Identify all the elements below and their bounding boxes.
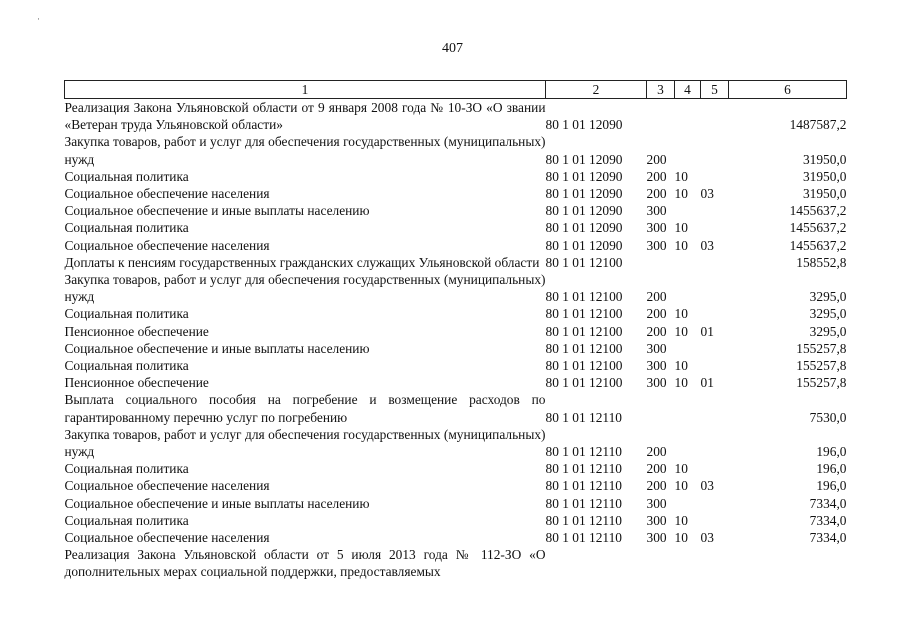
row-amount: 1487587,2 — [789, 117, 847, 133]
table-row — [65, 254, 847, 271]
row-vr: 200 — [646, 323, 667, 339]
row-name: Доплаты к пенсиям государственных гражданских служащих Ульяновской области — [64, 254, 540, 270]
row-vr — [647, 391, 675, 425]
row-amount: 196,0 — [816, 461, 847, 477]
row-pr — [701, 219, 729, 236]
table-row — [65, 495, 847, 512]
row-vr: 300 — [646, 512, 667, 528]
header-col-amount: 6 — [729, 81, 847, 99]
row-code: 80 1 01 12110 — [545, 530, 622, 546]
row-amount: 196,0 — [816, 444, 847, 460]
row-amount: 158552,8 — [796, 254, 847, 270]
row-name: Социальная политика — [64, 358, 189, 374]
table-row — [65, 546, 847, 580]
row-pr: 03 — [700, 478, 714, 494]
row-pr: 03 — [700, 186, 714, 202]
row-name: Социальное обеспечение и иные выплаты населению — [64, 340, 370, 356]
row-name: Социальная политика — [64, 220, 189, 236]
row-name: Закупка товаров, работ и услуг для обеспечения государственных (муниципальных) нужд — [64, 426, 546, 460]
row-name: Социальная политика — [64, 168, 189, 184]
row-rz: 10 — [674, 168, 688, 184]
table-row — [65, 340, 847, 357]
corner-mark: · — [37, 14, 40, 24]
row-rz: 10 — [674, 323, 688, 339]
row-code: 80 1 01 12090 — [545, 203, 623, 219]
row-rz — [675, 99, 701, 134]
row-name: Реализация Закона Ульяновской области от 9 января 2008 года № 10-ЗО «О звании «Ветеран труда Ульяновской области» — [64, 100, 546, 133]
row-pr: 01 — [700, 375, 714, 391]
row-code: 80 1 01 12100 — [545, 375, 623, 391]
row-amount: 31950,0 — [802, 168, 847, 184]
row-code: 80 1 01 12100 — [545, 306, 623, 322]
row-code: 80 1 01 12100 — [545, 289, 623, 305]
row-rz: 10 — [674, 358, 688, 374]
row-code: 80 1 01 12100 — [545, 323, 623, 339]
table-row — [65, 512, 847, 529]
row-rz: 10 — [674, 186, 688, 202]
row-rz — [675, 495, 701, 512]
row-rz: 10 — [674, 306, 688, 322]
header-col-pr: 5 — [701, 81, 729, 99]
row-vr: 300 — [646, 203, 667, 219]
row-vr: 200 — [646, 289, 667, 305]
row-amount: 1455637,2 — [789, 203, 847, 219]
row-rz — [675, 546, 701, 580]
row-code: 80 1 01 12110 — [545, 512, 622, 528]
row-code: 80 1 01 12090 — [545, 117, 623, 133]
row-amount: 155257,8 — [796, 375, 847, 391]
row-name: Закупка товаров, работ и услуг для обеспечения государственных (муниципальных) нужд — [64, 272, 546, 305]
row-vr: 200 — [646, 151, 667, 167]
row-rz — [675, 426, 701, 460]
row-pr — [701, 546, 729, 580]
row-rz — [675, 202, 701, 219]
row-amount — [729, 546, 847, 580]
table-row — [65, 168, 847, 185]
row-name: Социальное обеспечение населения — [64, 237, 270, 253]
header-col-name: 1 — [65, 81, 546, 99]
row-code: 80 1 01 12110 — [545, 478, 622, 494]
row-rz: 10 — [674, 461, 688, 477]
row-code: 80 1 01 12110 — [545, 409, 622, 425]
header-row — [65, 81, 847, 99]
row-name: Выплата социального пособия на погребение и возмещение расходов по гарантированному перечню услуг по погребению — [64, 392, 546, 425]
row-rz — [675, 391, 701, 425]
row-amount: 31950,0 — [802, 151, 847, 167]
row-amount: 7334,0 — [809, 495, 847, 511]
row-pr: 03 — [700, 237, 714, 253]
row-pr: 01 — [700, 323, 714, 339]
table-row — [65, 305, 847, 322]
row-name: Реализация Закона Ульяновской области от 5 июля 2013 года № 112-ЗО «О дополнительных мерах социальной поддержки, предоставляемых — [64, 547, 546, 580]
table-body — [65, 99, 847, 581]
row-name: Социальная политика — [64, 512, 189, 528]
row-code: 80 1 01 12110 — [545, 461, 622, 477]
row-vr: 300 — [646, 495, 667, 511]
row-name: Социальная политика — [64, 306, 189, 322]
row-rz: 10 — [674, 512, 688, 528]
table-row — [65, 460, 847, 477]
row-vr: 200 — [646, 168, 667, 184]
row-vr: 200 — [646, 444, 667, 460]
header-col-rz: 4 — [675, 81, 701, 99]
row-pr — [701, 133, 729, 167]
row-vr: 300 — [646, 340, 667, 356]
row-rz — [675, 271, 701, 305]
row-code: 80 1 01 12100 — [545, 358, 623, 374]
row-amount: 31950,0 — [802, 186, 847, 202]
row-amount: 3295,0 — [809, 289, 847, 305]
row-amount: 1455637,2 — [789, 237, 847, 253]
row-pr — [701, 357, 729, 374]
table-row — [65, 271, 847, 305]
row-vr: 200 — [646, 306, 667, 322]
row-rz — [675, 340, 701, 357]
row-vr — [647, 254, 675, 271]
row-pr — [701, 512, 729, 529]
table-row — [65, 133, 847, 167]
row-amount: 1455637,2 — [789, 220, 847, 236]
row-code: 80 1 01 12100 — [545, 254, 623, 270]
row-amount: 7334,0 — [809, 530, 847, 546]
row-name: Пенсионное обеспечение — [64, 323, 209, 339]
row-name: Социальное обеспечение населения — [64, 478, 270, 494]
row-pr — [701, 391, 729, 425]
row-pr — [701, 340, 729, 357]
page-number: 407 — [442, 41, 463, 56]
table-row — [65, 323, 847, 340]
row-amount: 7530,0 — [809, 409, 847, 425]
table-row — [65, 477, 847, 494]
row-pr — [701, 168, 729, 185]
row-pr — [701, 99, 729, 134]
row-rz: 10 — [674, 237, 688, 253]
row-vr: 200 — [646, 461, 667, 477]
row-code: 80 1 01 12090 — [545, 220, 623, 236]
table-row — [65, 219, 847, 236]
row-code: 80 1 01 12090 — [545, 151, 623, 167]
row-name: Социальное обеспечение населения — [64, 186, 270, 202]
row-pr — [701, 202, 729, 219]
row-pr: 03 — [700, 530, 714, 546]
table-row — [65, 529, 847, 546]
table-row — [65, 374, 847, 391]
row-vr: 300 — [646, 530, 667, 546]
budget-table — [64, 80, 847, 581]
row-vr: 200 — [646, 186, 667, 202]
table-header — [65, 81, 847, 99]
row-pr — [701, 271, 729, 305]
row-name: Социальное обеспечение населения — [64, 530, 270, 546]
row-rz: 10 — [674, 375, 688, 391]
row-name: Закупка товаров, работ и услуг для обеспечения государственных (муниципальных) нужд — [64, 134, 546, 167]
row-vr: 300 — [646, 220, 667, 236]
row-code: 80 1 01 12110 — [545, 444, 622, 460]
row-vr — [647, 99, 675, 134]
table-row — [65, 237, 847, 254]
row-pr — [701, 305, 729, 322]
row-rz: 10 — [674, 478, 688, 494]
row-pr — [701, 460, 729, 477]
row-rz: 10 — [674, 220, 688, 236]
row-name: Социальное обеспечение и иные выплаты населению — [64, 495, 370, 511]
row-amount: 155257,8 — [796, 340, 847, 356]
row-pr — [701, 426, 729, 460]
row-name: Социальное обеспечение и иные выплаты населению — [64, 203, 370, 219]
row-code: 80 1 01 12090 — [545, 237, 623, 253]
row-code: 80 1 01 12090 — [545, 186, 623, 202]
header-col-code: 2 — [546, 81, 647, 99]
row-pr — [701, 495, 729, 512]
row-vr: 300 — [646, 237, 667, 253]
table-row — [65, 202, 847, 219]
row-vr — [647, 546, 675, 580]
row-code: 80 1 01 12090 — [545, 168, 623, 184]
row-vr: 200 — [646, 478, 667, 494]
row-rz: 10 — [674, 530, 688, 546]
table-row — [65, 99, 847, 134]
row-amount: 196,0 — [816, 478, 847, 494]
row-code: 80 1 01 12110 — [545, 495, 622, 511]
row-amount: 7334,0 — [809, 512, 847, 528]
table-row — [65, 426, 847, 460]
row-amount: 3295,0 — [809, 323, 847, 339]
table-row — [65, 391, 847, 425]
row-pr — [701, 254, 729, 271]
row-code: 80 1 01 12100 — [545, 340, 623, 356]
row-vr: 300 — [646, 358, 667, 374]
header-col-vr: 3 — [647, 81, 675, 99]
row-rz — [675, 254, 701, 271]
row-code — [546, 546, 647, 580]
row-rz — [675, 133, 701, 167]
table-row — [65, 185, 847, 202]
row-vr: 300 — [646, 375, 667, 391]
table-row — [65, 357, 847, 374]
row-name: Пенсионное обеспечение — [64, 375, 209, 391]
row-amount: 3295,0 — [809, 306, 847, 322]
row-name: Социальная политика — [64, 461, 189, 477]
row-amount: 155257,8 — [796, 358, 847, 374]
